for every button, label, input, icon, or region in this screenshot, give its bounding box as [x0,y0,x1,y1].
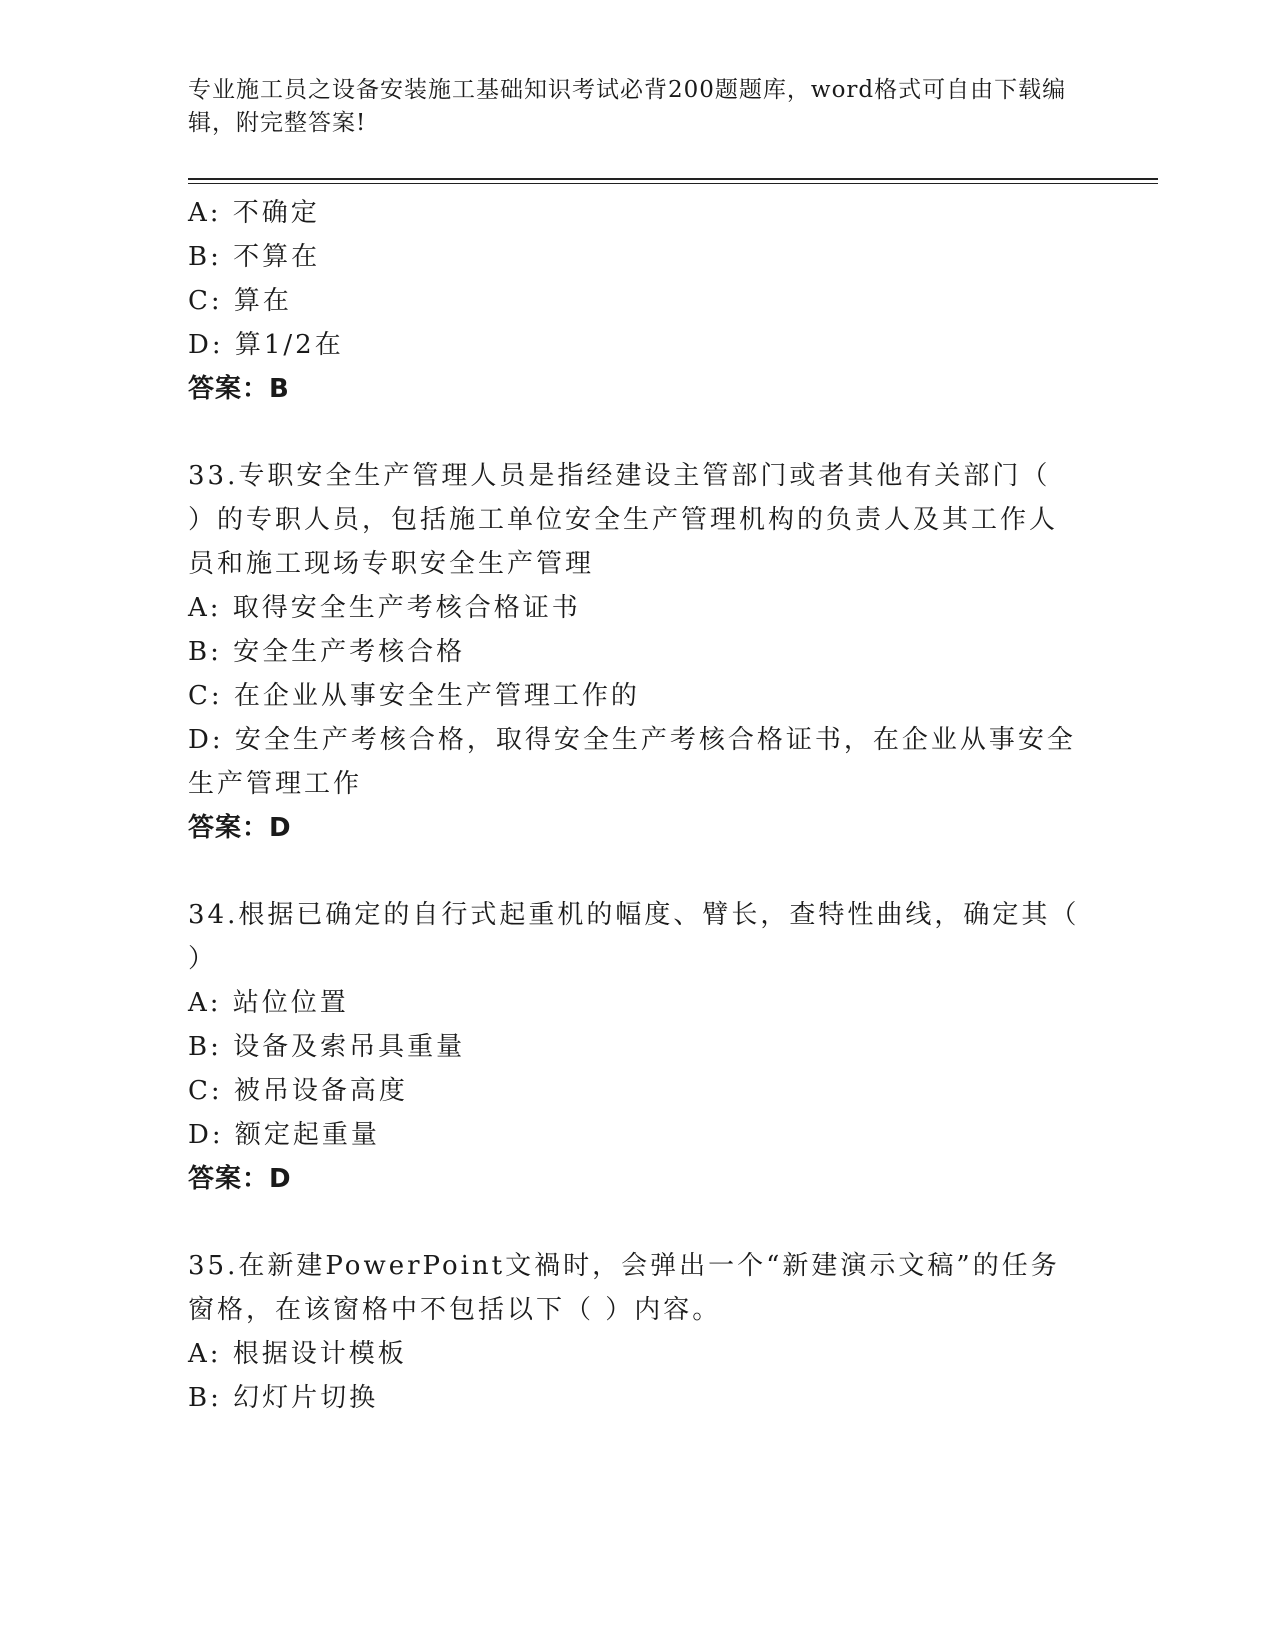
q34-option-b: B: 设备及索吊具重量 [188,1032,466,1062]
document-header: 专业施工员之设备安装施工基础知识考试必背200题题库，word格式可自由下载编辑，附完整答案! [188,77,1067,136]
q33-stem-line-2: ）的专职人员，包括施工单位安全生产管理机构的负责人及其工作人 [188,505,1059,535]
q33-option-b: B: 安全生产考核合格 [188,637,466,667]
q33-stem-line-1: 33.专职安全生产管理人员是指经建设主管部门或者其他有关部门（ [188,461,1051,491]
q34-stem-line-1: 34.根据已确定的自行式起重机的幅度、臂长，查特性曲线，确定其（ [188,900,1080,930]
header-divider-thick [188,178,1158,180]
q33-stem-line-3: 员和施工现场专职安全生产管理 [188,549,595,579]
q32-option-c: C: 算在 [188,286,292,316]
q33-answer: 答案：D [188,813,292,843]
q35-option-a: A: 根据设计模板 [188,1339,407,1369]
header-divider-thin [188,183,1158,184]
q32-answer: 答案：B [188,374,290,404]
q33-option-d-continued: 生产管理工作 [188,769,363,799]
q33-option-c: C: 在企业从事安全生产管理工作的 [188,681,640,711]
q35-stem-line-1: 35.在新建PowerPoint文禍时，会弹出一个“新建演示文稿”的任务 [188,1251,1060,1281]
q35-option-b: B: 幻灯片切换 [188,1383,379,1413]
q35-stem-line-2: 窗格，在该窗格中不包括以下（ ）内容。 [188,1295,722,1325]
q32-option-a: A: 不确定 [188,198,320,228]
q34-stem-line-2: ） [188,944,218,974]
q34-option-d: D: 额定起重量 [188,1120,380,1150]
q34-option-c: C: 被吊设备高度 [188,1076,408,1106]
q33-option-a: A: 取得安全生产考核合格证书 [188,593,581,623]
q32-option-b: B: 不算在 [188,242,321,272]
q34-answer: 答案：D [188,1164,292,1194]
q32-option-d: D: 算1/2在 [188,330,344,360]
q33-option-d: D: 安全生产考核合格，取得安全生产考核合格证书，在企业从事安全 [188,725,1076,755]
q34-option-a: A: 站位位置 [188,988,349,1018]
